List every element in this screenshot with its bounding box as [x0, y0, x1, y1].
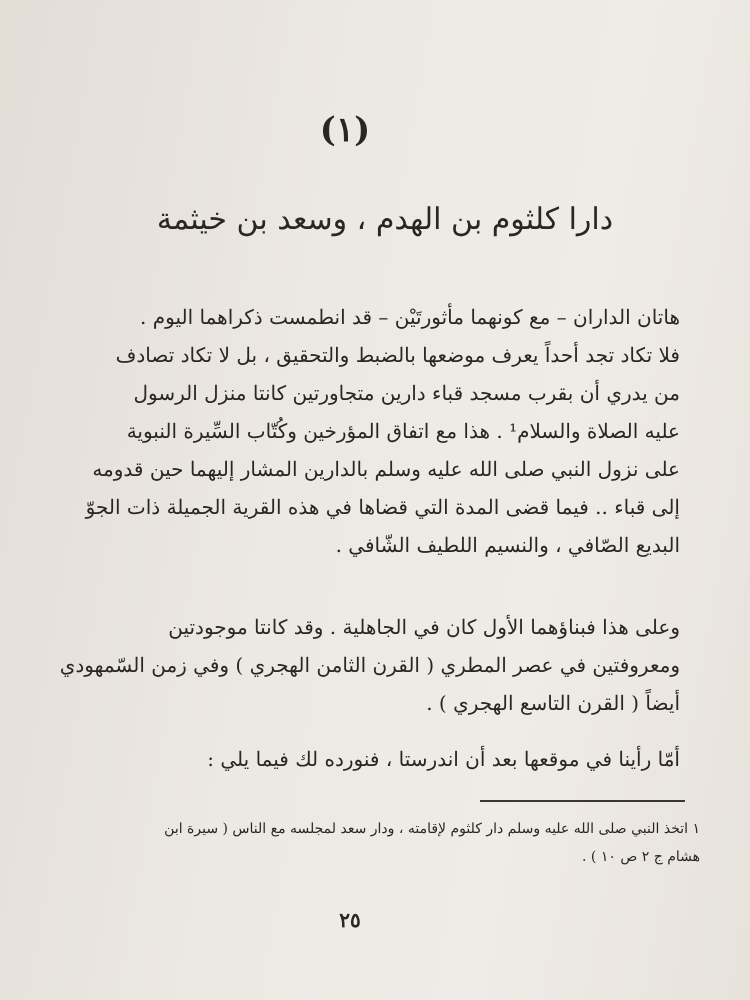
paragraph-line: أيضاً ( القرن التاسع الهجري ) . [426, 691, 680, 715]
paragraph-line: عليه الصلاة والسلام¹ . هذا مع اتفاق المؤرخين وكُتّاب السِّيرة النبوية [126, 419, 680, 443]
footnote-line: ١ اتخذ النبي صلى الله عليه وسلم دار كلثوم لإقامته ، ودار سعد لمجلسه مع الناس ( سيرة ابن [164, 821, 700, 837]
paragraph-line: أمّا رأينا في موقعها بعد أن اندرستا ، فنورده لك فيما يلي : [207, 747, 680, 771]
paragraph-line: ومعروفتين في عصر المطري ( القرن الثامن الهجري ) وفي زمن السّمهودي [59, 653, 680, 677]
paragraph-line: البديع الصّافي ، والنسيم اللطيف الشّافي . [335, 533, 680, 557]
footnote-divider [480, 800, 685, 802]
footnote [60, 815, 700, 871]
paragraph-2 [59, 608, 680, 722]
page-number: ٢٥ [339, 908, 361, 932]
paragraph-line: وعلى هذا فبناؤهما الأول كان في الجاهلية . وقد كانتا موجودتين [168, 615, 680, 639]
paragraph-line: على نزول النبي صلى الله عليه وسلم بالدارين المشار إليهما حين قدومه [92, 457, 680, 481]
paragraph-1 [70, 298, 680, 564]
chapter-number: (١) [319, 110, 371, 150]
footnote-line: هشام ج ٢ ص ١٠ ) . [582, 849, 700, 865]
chapter-title: دارا كلثوم بن الهدم ، وسعد بن خيثمة [156, 202, 614, 237]
paragraph-line: إلى قباء .. فيما قضى المدة التي قضاها في هذه القرية الجميلة ذات الجوّ [85, 495, 680, 519]
paragraph-line: هاتان الداران – مع كونهما مأثورتَيْن – قد انطمست ذكراهما اليوم . [140, 305, 680, 329]
paragraph-3 [70, 740, 680, 778]
paragraph-line: فلا تكاد تجد أحداً يعرف موضعها بالضبط والتحقيق ، بل لا تكاد تصادف [115, 343, 680, 367]
paragraph-line: من يدري أن بقرب مسجد قباء دارين متجاورتين كانتا منزل الرسول [133, 381, 680, 405]
